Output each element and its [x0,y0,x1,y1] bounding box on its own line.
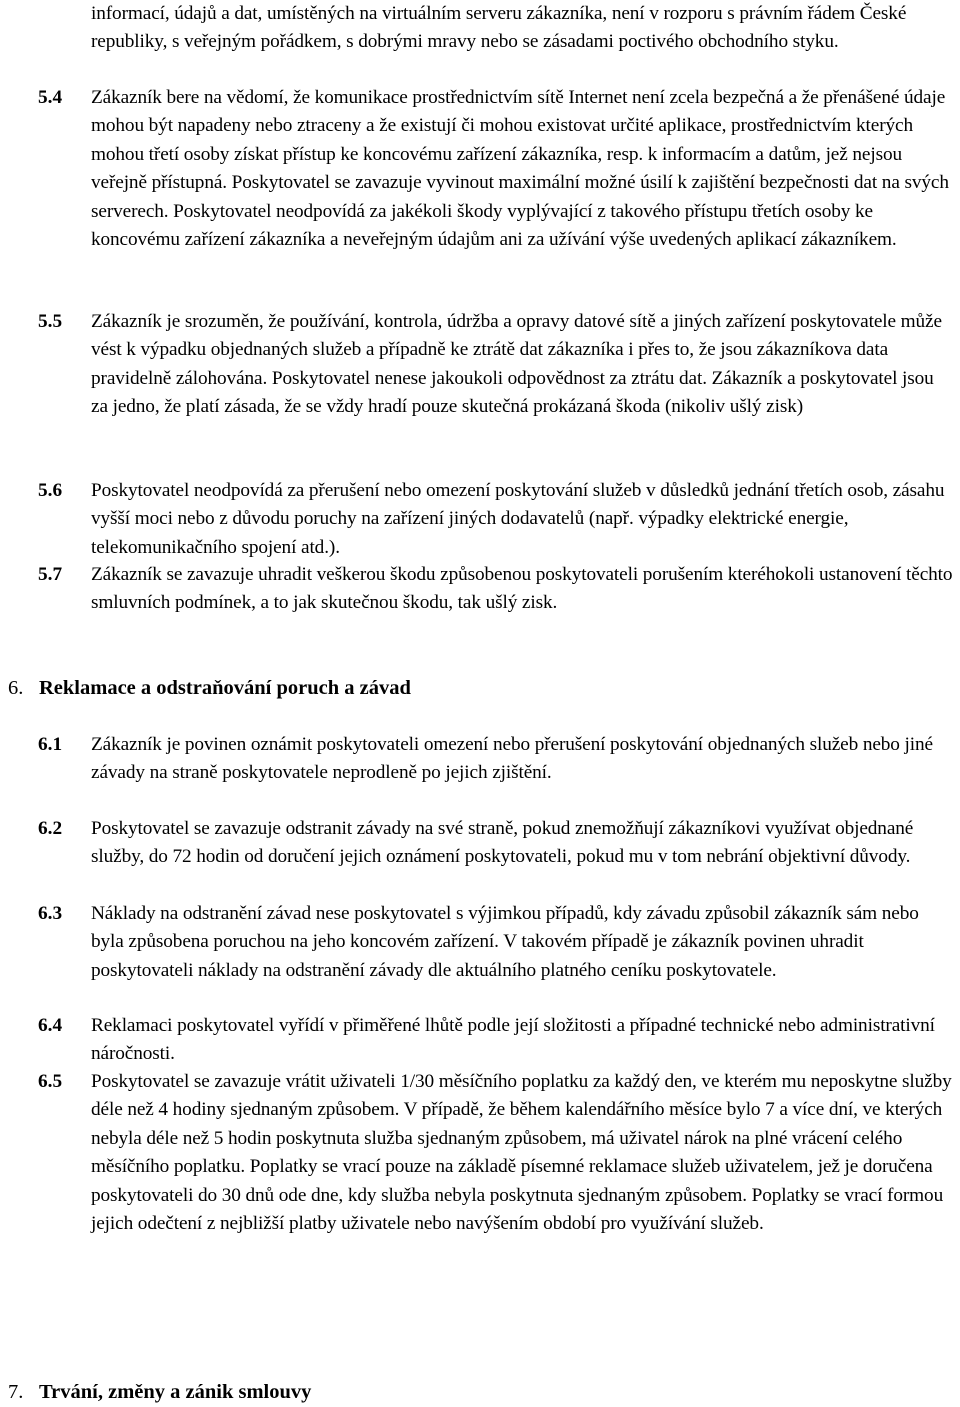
section-6-heading [8,674,411,702]
clause-text: Poskytovatel se zavazuje odstranit závady na své straně, pokud znemožňují zákazníkovi využívat objednané služby, do 72 hodin od doručení jejich oznámení poskytovateli, pokud mu v tom nebrání objektivní důvody. [91,818,914,868]
section-title: Reklamace a odstraňování poruch a závad [39,677,411,699]
clause-number: 6.4 [38,1015,63,1036]
clause-number: 5.5 [38,311,63,332]
section-7-heading [8,1378,311,1406]
section-title: Trvání, změny a zánik smlouvy [39,1381,312,1403]
clause-number: 5.4 [38,87,63,108]
clause-number: 6.2 [38,818,63,839]
clause-text: Reklamaci poskytovatel vyřídí v přiměřené lhůtě podle její složitosti a případné technické nebo administrativní náročnosti. [91,1015,935,1065]
clause-number: 6.3 [38,903,63,924]
section-number: 6. [8,677,24,699]
clause-text: Zákazník je srozuměn, že používání, kontrola, údržba a opravy datové sítě a jiných zařízení poskytovatele může vést k výpadku objednaných služeb a případně ke ztrátě dat zákazníka i přes to, že jsou zákazníkova data pravidelně zálohována. Poskytovatel nenese jakoukoli odpovědnost za ztrátu dat. Zákazník a poskytovatel jsou za jedno, že platí zásada, že se vždy hradí pouze skutečná prokázaná škoda (nikoliv ušlý zisk) [91,311,942,418]
section-number: 7. [8,1381,24,1403]
paragraph-text: informací, údajů a dat, umístěných na virtuálním serveru zákazníka, není v rozporu s právním řádem České republiky, s veřejným pořádkem, s dobrými mravy nebo se zásadami poctivého obchodního styku. [91,3,907,53]
clause-text: Zákazník je povinen oznámit poskytovateli omezení nebo přerušení poskytování objednaných služeb nebo jiné závady na straně poskytovatele neprodleně po jejich zjištění. [91,734,933,784]
clause-text: Poskytovatel neodpovídá za přerušení nebo omezení poskytování služeb v důsledků jednání třetích osob, zásahu vyšší moci nebo z důvodu poruchy na zařízení jiných dodavatelů (např. výpadky elektrické energie, telekomunikačního spojení atd.). [91,480,945,558]
clause-text: Zákazník se zavazuje uhradit veškerou škodu způsobenou poskytovateli porušením kteréhokoli ustanovení těchto smluvních podmínek, a to jak skutečnou škodu, tak ušlý zisk. [91,564,953,614]
clause-text: Poskytovatel se zavazuje vrátit uživateli 1/30 měsíčního poplatku za každý den, ve kterém mu neposkytne služby déle než 4 hodiny sjednaným způsobem. V případě, že během kalendářního měsíce bylo 7 a více dní, ve kterých nebyla déle než 5 hodin poskytnuta služba sjednaným způsobem, má uživatel nárok na plné vrácení celého měsíčního poplatku. Poplatky se vrací pouze na základě písemné reklamace služeb uživatelem, jež je doručena poskytovateli do 30 dnů ode dne, kdy služba nebyla poskytnuta sjednaným způsobem. Poplatky se vrací formou jejich odečtení z nejbližší platby uživatele nebo navýšením období pro využívání služeb. [91,1071,952,1235]
clause-number: 6.1 [38,734,63,755]
clause-number: 5.6 [38,480,63,501]
clause-text: Náklady na odstranění závad nese poskytovatel s výjimkou případů, kdy závadu způsobil zákazník sám nebo byla způsobena poruchou na jeho koncovém zařízení. V takovém případě je zákazník povinen uhradit poskytovateli náklady na odstranění závady dle aktuálního platného ceníku poskytovatele. [91,903,919,981]
clause-number: 6.5 [38,1071,63,1092]
clause-number: 5.7 [38,564,63,585]
clause-text: Zákazník bere na vědomí, že komunikace prostřednictvím sítě Internet není zcela bezpečná a že přenášené údaje mohou být napadeny nebo ztraceny a že existují či mohou existovat určité aplikace, prostřednictvím kterých mohou třetí osoby získat přístup ke koncovému zařízení zákazníka, resp. k informacím a datům, jež nejsou veřejně přístupná. Poskytovatel se zavazuje vyvinout maximální možné úsilí k zajištění bezpečnosti dat na svých serverech. Poskytovatel neodpovídá za jakékoli škody vyplývající z takového přístupu třetích osoby ke koncovému zařízení zákazníka a neveřejným údajům ani za užívání výše uvedených aplikací zákazníkem. [91,87,949,251]
